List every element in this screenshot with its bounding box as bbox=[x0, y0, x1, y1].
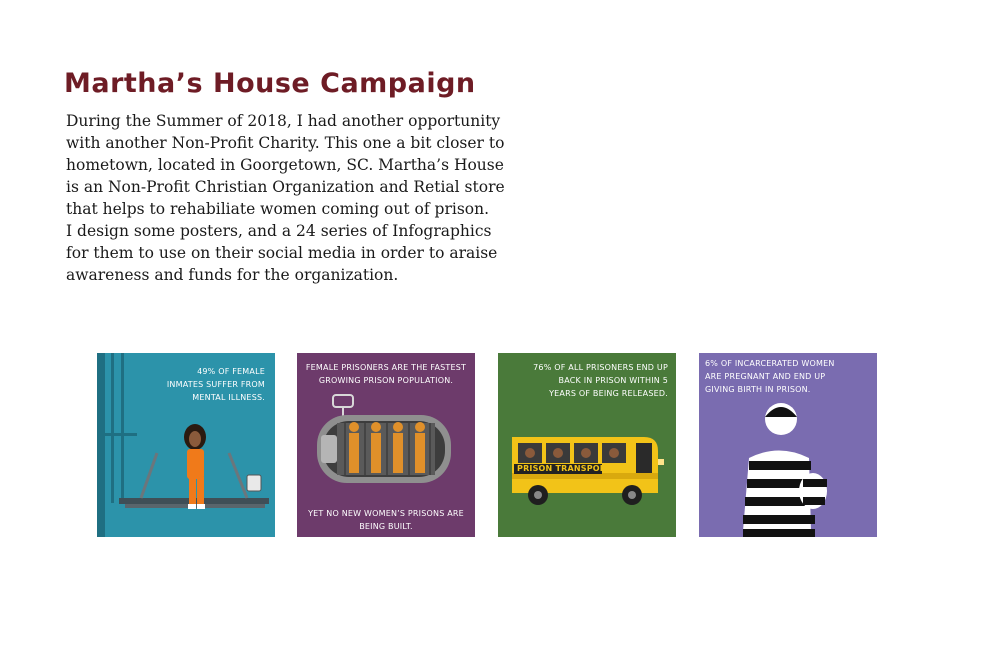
description-line: awareness and funds for the organization. bbox=[66, 266, 399, 284]
infographic-pregnancy bbox=[699, 353, 877, 537]
description-line: for them to use on their social media in order to araise bbox=[66, 244, 498, 262]
infographic-caption: 76% OF ALL PRISONERS END UP BACK IN PRISON WITHIN 5 YEARS OF BEING RELEASED. bbox=[533, 363, 668, 398]
description-line: with another Non-Profit Charity. This one a bit closer to bbox=[66, 134, 505, 152]
page-title: Martha’s House Campaign bbox=[64, 68, 476, 99]
infographic-recidivism bbox=[498, 353, 676, 537]
infographic-mental-illness bbox=[97, 353, 275, 537]
description-line: During the Summer of 2018, I had another opportunity bbox=[66, 112, 501, 130]
infographic-caption: 49% OF FEMALE INMATES SUFFER FROM MENTAL ILLNESS. bbox=[166, 367, 265, 402]
description-line: is an Non-Profit Christian Organization and Retial store bbox=[66, 178, 505, 196]
description-line: that helps to rehabiliate women coming out of prison. bbox=[66, 200, 490, 218]
infographic-caption-bottom: YET NO NEW WOMEN’S PRISONS ARE BEING BUILT. bbox=[308, 509, 464, 531]
description-line: hometown, located in Goorgetown, SC. Martha’s House bbox=[66, 156, 504, 174]
infographic-caption: 6% OF INCARCERATED WOMEN ARE PREGNANT AND END UP GIVING BIRTH IN PRISON. bbox=[705, 359, 835, 394]
infographic-caption-top: FEMALE PRISONERS ARE THE FASTEST GROWING PRISON POPULATION. bbox=[305, 363, 467, 385]
description-line: I design some posters, and a 24 series of Infographics bbox=[66, 222, 492, 240]
description bbox=[66, 110, 586, 286]
infographic-prison-population bbox=[297, 353, 475, 537]
bus-label: PRISON TRANSPORT bbox=[517, 464, 612, 473]
